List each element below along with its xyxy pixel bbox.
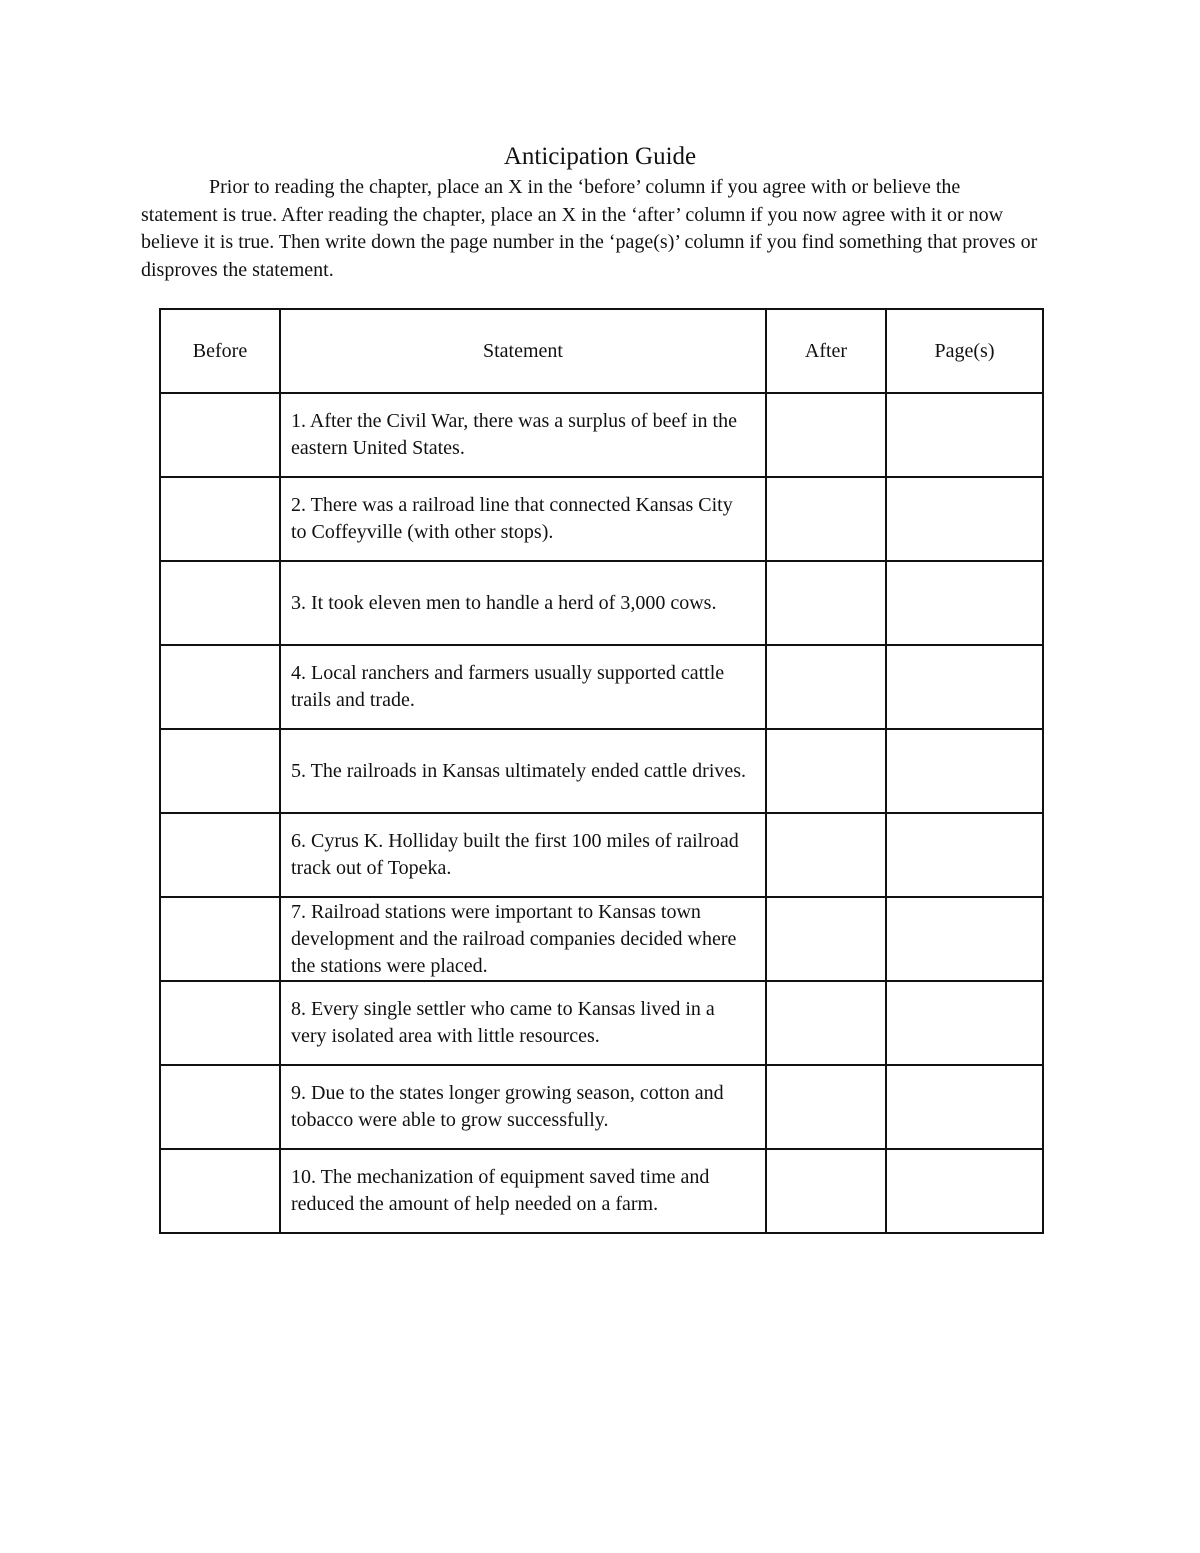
statement-cell: 4. Local ranchers and farmers usually supported cattle trails and trade. <box>280 645 766 729</box>
table-row <box>160 561 1043 645</box>
statement-cell: 1. After the Civil War, there was a surplus of beef in the eastern United States. <box>280 393 766 477</box>
before-cell[interactable] <box>160 645 280 729</box>
after-cell[interactable] <box>766 981 886 1065</box>
page-title: Anticipation Guide <box>503 143 697 170</box>
table-row <box>160 1065 1043 1149</box>
before-cell[interactable] <box>160 981 280 1065</box>
before-cell[interactable] <box>160 1065 280 1149</box>
after-cell[interactable] <box>766 477 886 561</box>
header-before: Before <box>160 309 280 393</box>
table-header-row <box>160 309 1043 393</box>
pages-cell[interactable] <box>886 1065 1043 1149</box>
after-cell[interactable] <box>766 729 886 813</box>
pages-cell[interactable] <box>886 813 1043 897</box>
after-cell[interactable] <box>766 645 886 729</box>
statement-cell: 10. The mechanization of equipment saved time and reduced the amount of help needed on a farm. <box>280 1149 766 1233</box>
anticipation-table <box>159 308 1044 1234</box>
after-cell[interactable] <box>766 561 886 645</box>
before-cell[interactable] <box>160 477 280 561</box>
before-cell[interactable] <box>160 393 280 477</box>
before-cell[interactable] <box>160 561 280 645</box>
pages-cell[interactable] <box>886 477 1043 561</box>
table-row <box>160 1149 1043 1233</box>
table-row <box>160 813 1043 897</box>
after-cell[interactable] <box>766 1149 886 1233</box>
pages-cell[interactable] <box>886 729 1043 813</box>
statement-cell: 8. Every single settler who came to Kansas lived in a very isolated area with little resources. <box>280 981 766 1065</box>
statement-cell: 9. Due to the states longer growing season, cotton and tobacco were able to grow successfully. <box>280 1065 766 1149</box>
pages-cell[interactable] <box>886 645 1043 729</box>
after-cell[interactable] <box>766 897 886 981</box>
after-cell[interactable] <box>766 813 886 897</box>
table-row <box>160 897 1043 981</box>
statement-cell: 3. It took eleven men to handle a herd of 3,000 cows. <box>280 561 766 645</box>
statement-cell: 2. There was a railroad line that connected Kansas City to Coffeyville (with other stops). <box>280 477 766 561</box>
header-statement: Statement <box>280 309 766 393</box>
header-pages: Page(s) <box>886 309 1043 393</box>
after-cell[interactable] <box>766 1065 886 1149</box>
before-cell[interactable] <box>160 1149 280 1233</box>
table-row <box>160 477 1043 561</box>
instructions-paragraph: Prior to reading the chapter, place an X in the ‘before’ column if you agree with or believe the statement is true. After reading the chapter, place an X in the ‘after’ column if you now agree with it or now believe it is true. Then write down the page number in the ‘page(s)’ column if you find something that proves or disproves the statement. <box>141 176 1038 281</box>
pages-cell[interactable] <box>886 981 1043 1065</box>
table-row <box>160 645 1043 729</box>
statement-cell: 6. Cyrus K. Holliday built the first 100 miles of railroad track out of Topeka. <box>280 813 766 897</box>
statement-cell: 5. The railroads in Kansas ultimately ended cattle drives. <box>280 729 766 813</box>
pages-cell[interactable] <box>886 393 1043 477</box>
statement-cell: 7. Railroad stations were important to Kansas town development and the railroad companies decided where the stations were placed. <box>280 897 766 981</box>
table-row <box>160 729 1043 813</box>
before-cell[interactable] <box>160 897 280 981</box>
pages-cell[interactable] <box>886 1149 1043 1233</box>
pages-cell[interactable] <box>886 897 1043 981</box>
table-row <box>160 981 1043 1065</box>
header-after: After <box>766 309 886 393</box>
after-cell[interactable] <box>766 393 886 477</box>
before-cell[interactable] <box>160 813 280 897</box>
before-cell[interactable] <box>160 729 280 813</box>
pages-cell[interactable] <box>886 561 1043 645</box>
table-row <box>160 393 1043 477</box>
